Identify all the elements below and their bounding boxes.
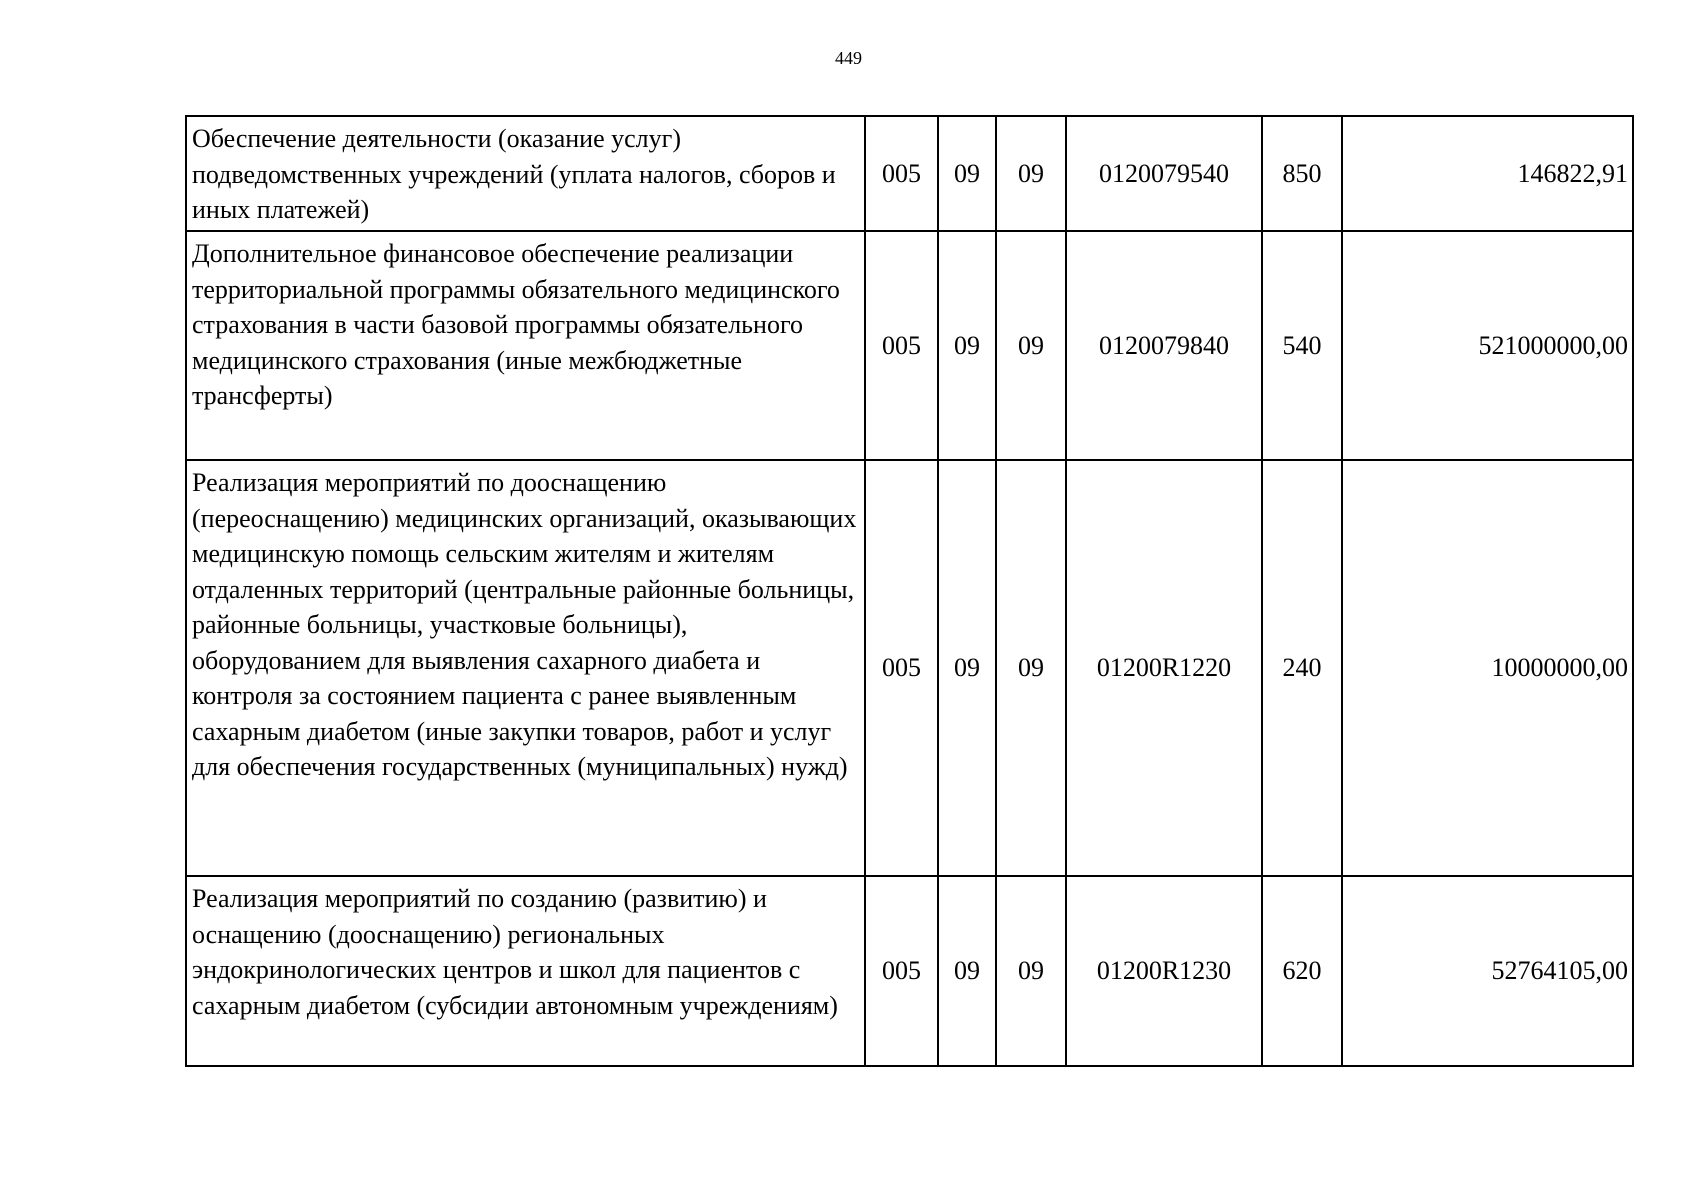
table-row — [186, 116, 1633, 231]
amount-value: 146822,91 — [1342, 116, 1633, 231]
subsection-code: 09 — [996, 231, 1066, 460]
amount-value: 52764105,00 — [1342, 876, 1633, 1066]
section-code: 09 — [938, 876, 996, 1066]
target-article-code: 01200R1220 — [1066, 460, 1262, 876]
ministry-code: 005 — [865, 876, 938, 1066]
subsection-code: 09 — [996, 116, 1066, 231]
page-number: 449 — [835, 48, 862, 68]
target-article-code: 0120079540 — [1066, 116, 1262, 231]
expense-type-code: 620 — [1262, 876, 1342, 1066]
table-row — [186, 876, 1633, 1066]
target-article-code: 01200R1230 — [1066, 876, 1262, 1066]
expense-description: Реализация мероприятий по дооснащению (переоснащению) медицинских организаций, оказывающих медицинскую помощь сельским жителям и жителям отдаленных территорий (центральные районные больницы, районные больницы, участковые больницы), оборудованием для выявления сахарного диабета и контроля за состоянием пациента с ранее выявленным сахарным диабетом (иные закупки товаров, работ и услуг для обеспечения государственных (муниципальных) нужд) — [186, 460, 865, 876]
ministry-code: 005 — [865, 116, 938, 231]
expense-type-code: 540 — [1262, 231, 1342, 460]
section-code: 09 — [938, 116, 996, 231]
table-row — [186, 460, 1633, 876]
ministry-code: 005 — [865, 231, 938, 460]
expense-type-code: 850 — [1262, 116, 1342, 231]
budget-table — [185, 115, 1634, 1067]
expense-description: Обеспечение деятельности (оказание услуг) подведомственных учреждений (уплата налогов, сборов и иных платежей) — [186, 116, 865, 231]
section-code: 09 — [938, 231, 996, 460]
ministry-code: 005 — [865, 460, 938, 876]
target-article-code: 0120079840 — [1066, 231, 1262, 460]
table-row — [186, 231, 1633, 460]
amount-value: 10000000,00 — [1342, 460, 1633, 876]
subsection-code: 09 — [996, 876, 1066, 1066]
section-code: 09 — [938, 460, 996, 876]
expense-type-code: 240 — [1262, 460, 1342, 876]
expense-description: Реализация мероприятий по созданию (развитию) и оснащению (дооснащению) региональных эндокринологических центров и школ для пациентов с сахарным диабетом (субсидии автономным учреждениям) — [186, 876, 865, 1066]
expense-description: Дополнительное финансовое обеспечение реализации территориальной программы обязательного медицинского страхования в части базовой программы обязательного медицинского страхования (иные межбюджетные трансферты) — [186, 231, 865, 460]
subsection-code: 09 — [996, 460, 1066, 876]
amount-value: 521000000,00 — [1342, 231, 1633, 460]
